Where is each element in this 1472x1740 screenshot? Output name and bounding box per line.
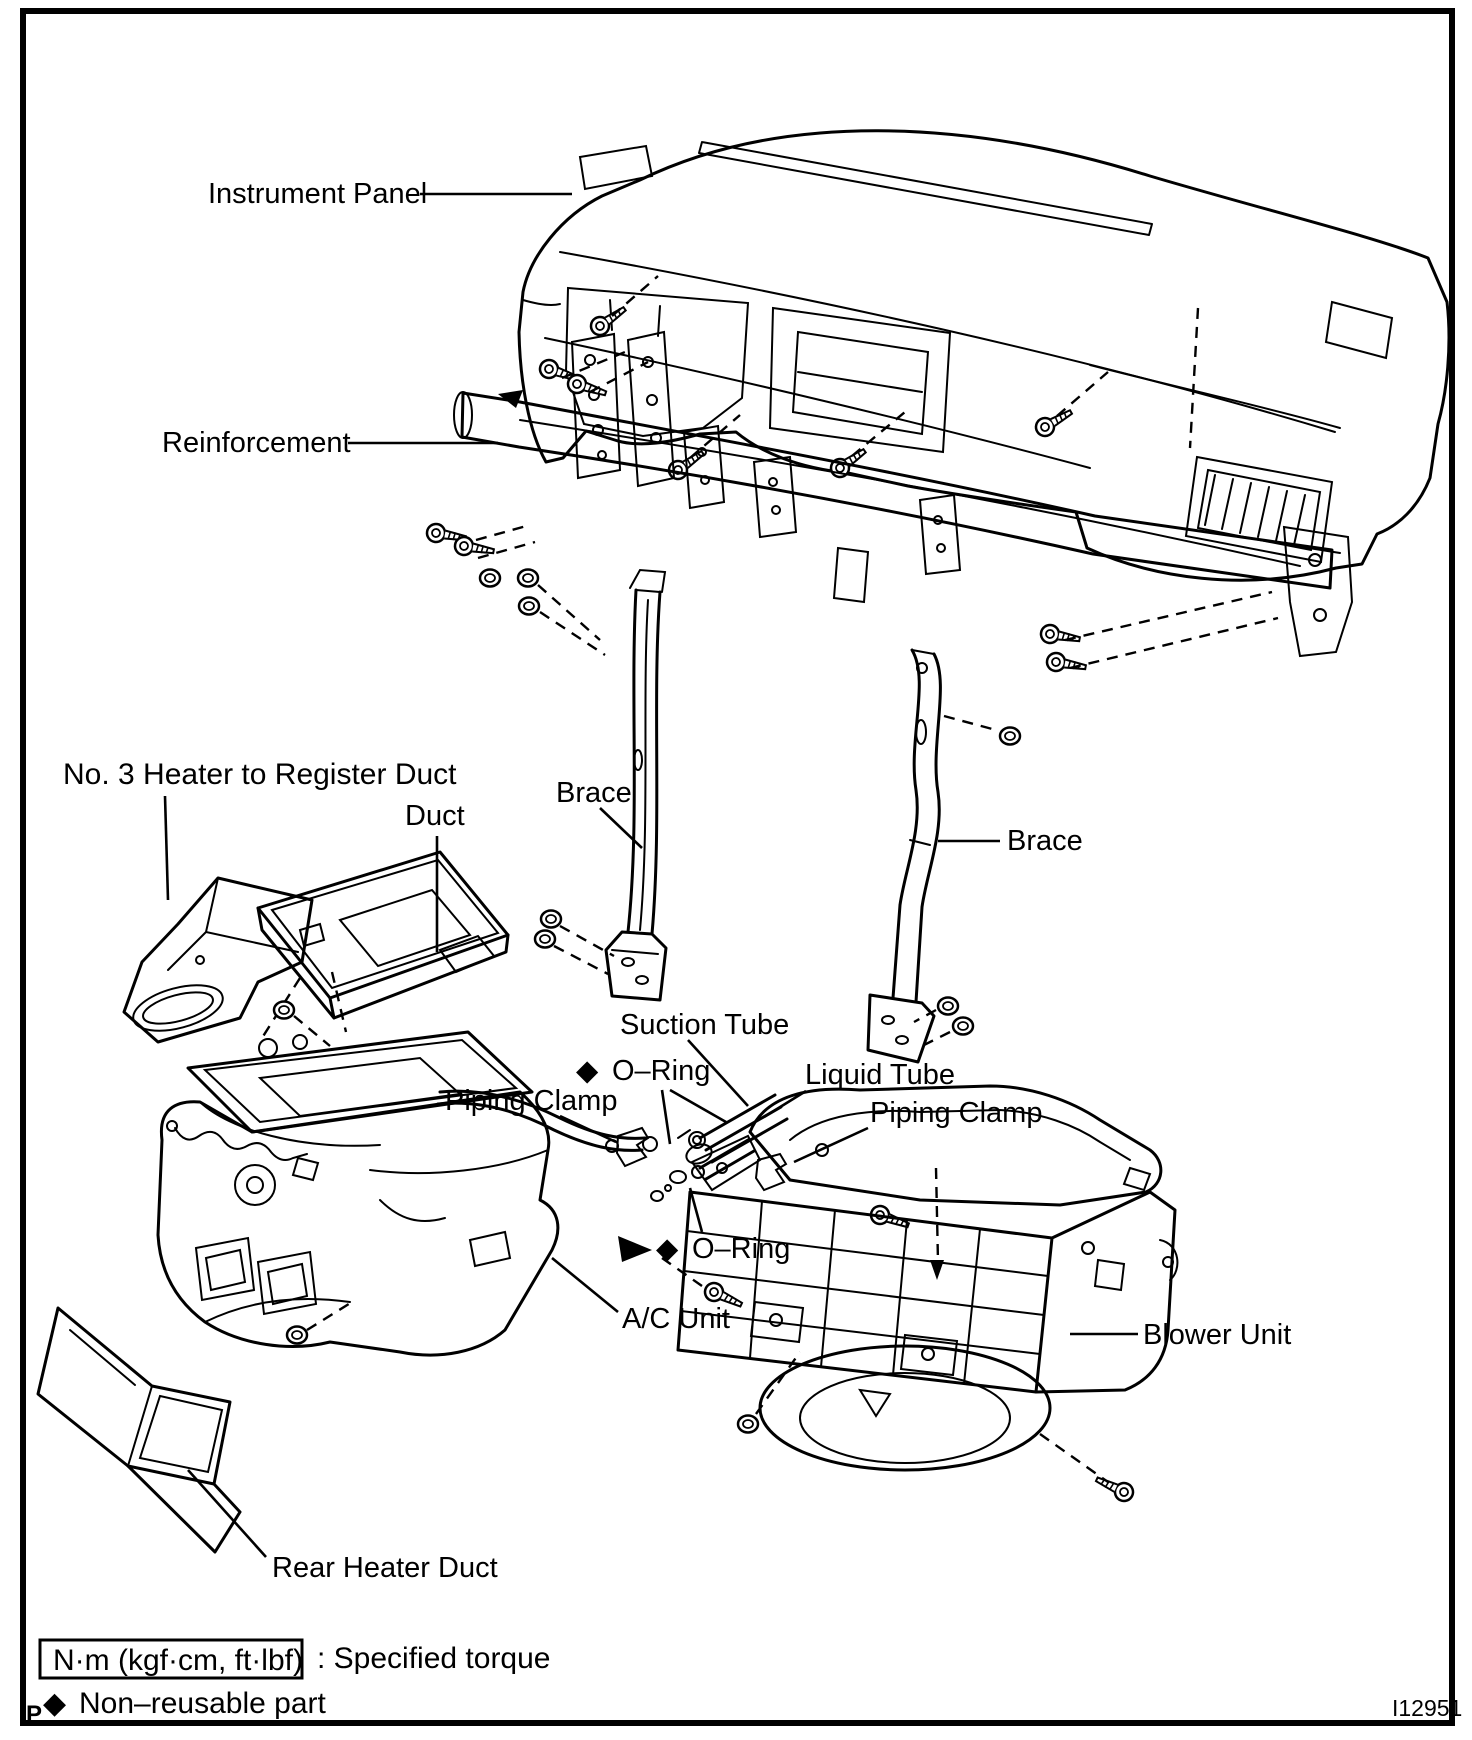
- suction-tube-label: Suction Tube: [620, 1009, 790, 1041]
- legend: [26, 1640, 1462, 1728]
- instrument-panel-drawing: [519, 131, 1449, 580]
- diamond-icon: ◆: [576, 1055, 599, 1087]
- piping-clamp-left-label: Piping Clamp: [445, 1085, 618, 1117]
- o-ring-1-label: ◆ O–Ring: [576, 1055, 711, 1087]
- reinforcement-drawing: [426, 332, 1352, 676]
- brace-right-label: Brace: [1007, 825, 1083, 857]
- leader-lines: [165, 194, 1138, 1557]
- corner-mark: P: [26, 1701, 43, 1728]
- torque-box-text: N·m (kgf·cm, ft·lbf): [53, 1644, 303, 1677]
- blower-unit-label: Blower Unit: [1143, 1319, 1292, 1351]
- torque-description: : Specified torque: [317, 1642, 551, 1675]
- o-ring-2-label: ◆ O–Ring: [656, 1233, 791, 1265]
- duct-label: Duct: [405, 800, 465, 832]
- rear-heater-duct-drawing: [38, 1308, 240, 1552]
- ac-unit-label: A/C Unit: [622, 1303, 730, 1335]
- rear-heater-duct-label: Rear Heater Duct: [272, 1552, 498, 1584]
- part-labels: [63, 178, 1291, 1584]
- diamond-icon: ◆: [43, 1687, 67, 1720]
- page-border: [23, 11, 1452, 1723]
- figure-code: I12951: [1392, 1695, 1463, 1721]
- brace-left-label: Brace: [556, 777, 632, 809]
- no3-heater-duct-label: No. 3 Heater to Register Duct: [63, 758, 457, 791]
- ac-unit-drawing: [158, 972, 657, 1355]
- nonreusable-note: ◆ Non–reusable part: [43, 1687, 326, 1720]
- liquid-tube-label: Liquid Tube: [805, 1059, 955, 1091]
- diamond-icon: ◆: [656, 1233, 679, 1265]
- blower-unit-drawing: [618, 1086, 1177, 1504]
- reinforcement-label: Reinforcement: [162, 427, 351, 459]
- brace-right-drawing: [868, 650, 1020, 1062]
- duct-drawing: [258, 852, 508, 1018]
- instrument-panel-label: Instrument Panel: [208, 178, 428, 210]
- piping-clamp-right-label: Piping Clamp: [870, 1097, 1043, 1129]
